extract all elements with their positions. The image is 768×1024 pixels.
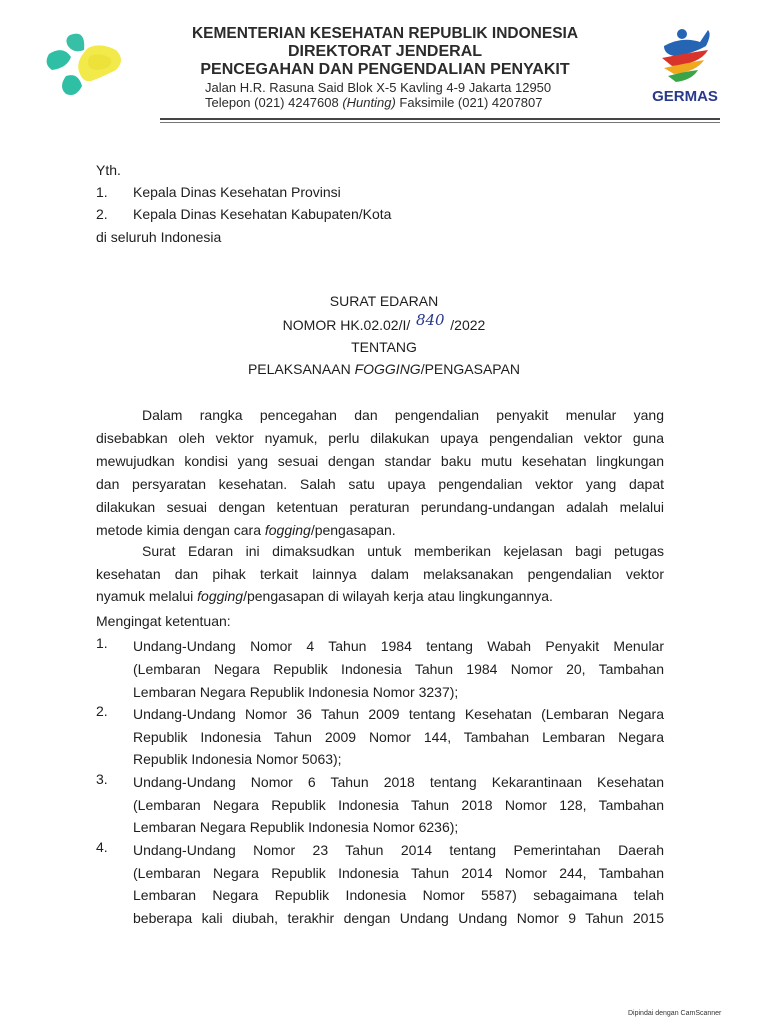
law-3-line-2: (Lembaran Negara Republik Indonesia Tahun 2018 Nomor 128, Tambahan [133, 797, 664, 813]
para1-line-3: mewujudkan kondisi yang sesuai dengan standar baku mutu kesehatan lingkungan [96, 453, 664, 469]
para2-line-2: kesehatan dan pihak terkait lainnya dalam melaksanakan pengendalian vektor [96, 566, 664, 582]
para2-line-3 [96, 585, 664, 608]
document-about: TENTANG [351, 339, 417, 355]
para2-last-suffix: /pengasapan di wilayah kerja atau lingkungannya. [243, 588, 553, 604]
law-4-line-1: Undang-Undang Nomor 23 Tahun 2014 tentang Pemerintahan Daerah [133, 842, 664, 858]
letterhead-contact [205, 95, 543, 110]
law-2-number: 2. [96, 703, 108, 719]
subject-prefix: PELAKSANAAN [247, 361, 355, 377]
para1-last-suffix: /pengasapan. [310, 522, 396, 538]
recipient-1: Kepala Dinas Kesehatan Provinsi [133, 184, 341, 200]
para1-line-5: dilakukan sesuai dengan ketentuan peraturan perundang-undangan adalah melalui [96, 499, 664, 515]
letterhead-fax: Faksimile (021) 4207807 [395, 95, 543, 110]
germas-label: GERMAS [652, 88, 718, 105]
para1-last-italic: fogging [264, 522, 311, 538]
document-heading: SURAT EDARAN [329, 293, 439, 309]
law-4-line-2: (Lembaran Negara Republik Indonesia Tahun 2014 Nomor 244, Tambahan [133, 865, 664, 881]
letterhead-division: PENCEGAHAN DAN PENGENDALIAN PENYAKIT [200, 61, 570, 78]
letterhead-rule [160, 118, 720, 120]
para1-line-1: Dalam rangka pencegahan dan pengendalian penyakit menular yang [142, 407, 664, 423]
letterhead-rule-thin [160, 122, 720, 123]
law-3-line-3: Lembaran Negara Republik Indonesia Nomor 6236); [133, 819, 459, 835]
para1-line-2: disebabkan oleh vektor nyamuk, perlu dilakukan upaya pengendalian vektor guna [96, 430, 664, 446]
para1-line-4: dan persyaratan kesehatan. Salah satu upaya pengendalian vektor yang dapat [96, 476, 664, 492]
document-number-prefix: NOMOR HK.02.02/I/ [282, 317, 411, 333]
letterhead-directorate: DIREKTORAT JENDERAL [287, 43, 483, 60]
document-number [0, 311, 768, 334]
law-3-line-1: Undang-Undang Nomor 6 Tahun 2018 tentang Kekarantinaan Kesehatan [133, 774, 664, 790]
law-4-line-4: beberapa kali diubah, terakhir dengan Undang Undang Nomor 9 Tahun 2015 [133, 910, 664, 926]
law-3-number: 3. [96, 771, 108, 787]
para2-line-1: Surat Edaran ini dimaksudkan untuk memberikan kejelasan bagi petugas [142, 543, 664, 559]
germas-logo [652, 24, 718, 86]
handwritten-number: 840 [415, 311, 445, 329]
subject-italic: FOGGING [354, 361, 421, 377]
para2-last-italic: fogging [197, 588, 244, 604]
para1-line-6 [96, 519, 664, 542]
letterhead-address: Jalan H.R. Rasuna Said Blok X-5 Kavling 4-9 Jakarta 12950 [205, 80, 552, 95]
letterhead-hunting: (Hunting) [342, 95, 396, 110]
law-2-line-3: Republik Indonesia Nomor 5063); [133, 751, 342, 767]
recipient-2-number: 2. [96, 206, 108, 222]
letterhead-ministry: KEMENTERIAN KESEHATAN REPUBLIK INDONESIA [191, 25, 579, 42]
para1-last-prefix: metode kimia dengan cara [96, 522, 265, 538]
law-1-line-1: Undang-Undang Nomor 4 Tahun 1984 tentang Wabah Penyakit Menular [133, 638, 664, 654]
law-2-line-1: Undang-Undang Nomor 36 Tahun 2009 tentang Kesehatan (Lembaran Negara [133, 706, 664, 722]
salutation: Yth. [96, 162, 121, 178]
law-1-number: 1. [96, 635, 108, 651]
law-4-line-3: Lembaran Negara Republik Indonesia Nomor 5587) sebagaimana telah [133, 887, 664, 903]
subject-suffix: /PENGASAPAN [420, 361, 521, 377]
scanner-watermark: Dipindai dengan CamScanner [628, 1010, 722, 1017]
law-4-number: 4. [96, 839, 108, 855]
recipient-scope: di seluruh Indonesia [96, 229, 222, 245]
law-1-line-3: Lembaran Negara Republik Indonesia Nomor 3237); [133, 684, 459, 700]
kemenkes-logo [44, 32, 126, 98]
para2-last-prefix: nyamuk melalui [96, 588, 198, 604]
document-subject [0, 361, 768, 377]
document-number-suffix: /2022 [450, 317, 486, 333]
recipient-2: Kepala Dinas Kesehatan Kabupaten/Kota [133, 206, 392, 222]
law-1-line-2: (Lembaran Negara Republik Indonesia Tahun 1984 Nomor 20, Tambahan [133, 661, 664, 677]
law-2-line-2: Republik Indonesia Tahun 2009 Nomor 144, Tambahan Lembaran Negara [133, 729, 664, 745]
mengingat-label: Mengingat ketentuan: [96, 613, 231, 629]
letterhead-phone: Telepon (021) 4247608 [205, 95, 343, 110]
recipient-1-number: 1. [96, 184, 108, 200]
